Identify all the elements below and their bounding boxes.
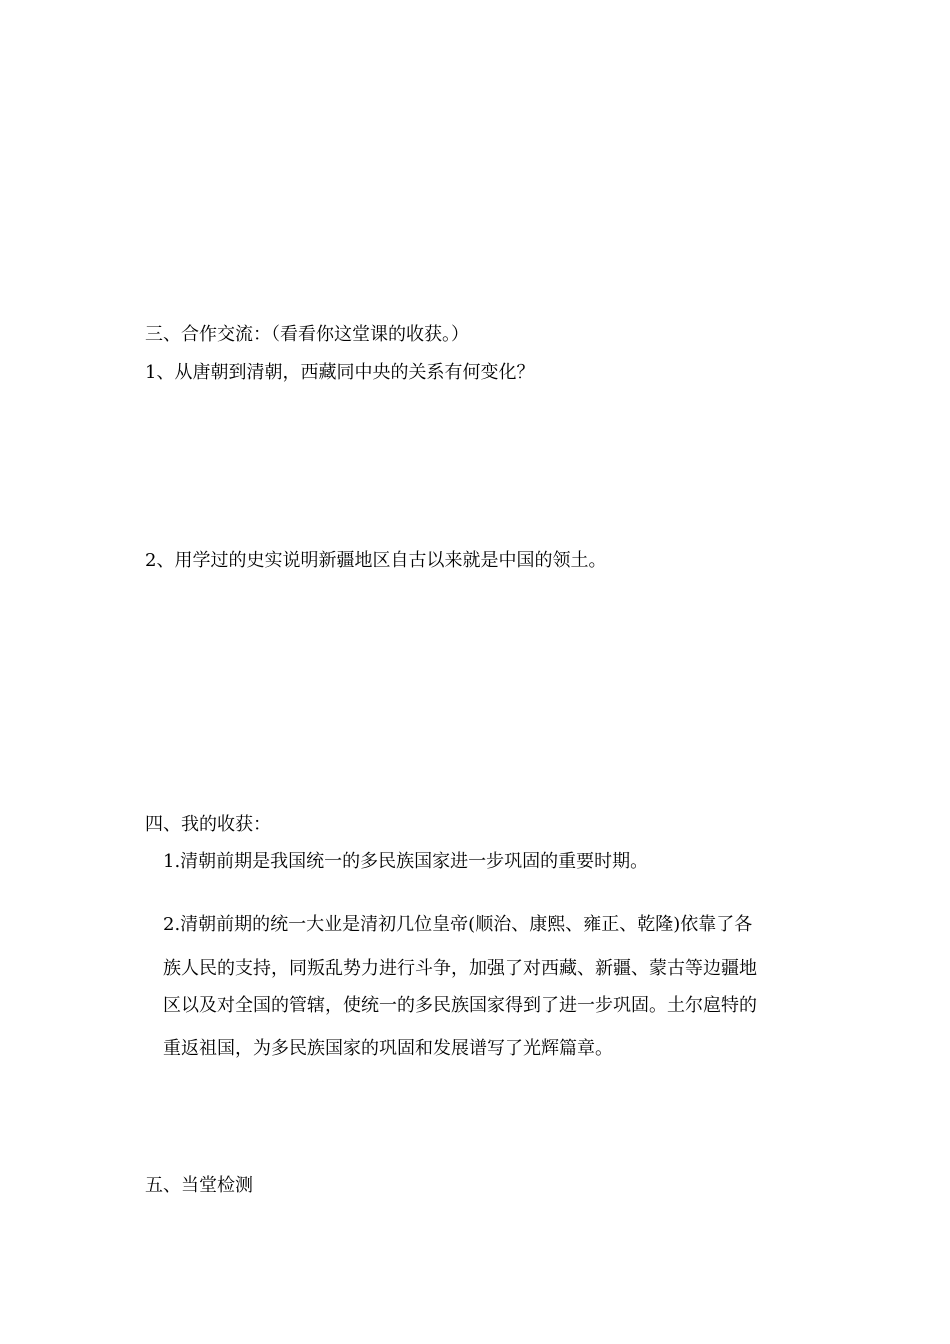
gain-point-2-line: 族人民的支持，同叛乱势力进行斗争，加强了对西藏、新疆、蒙古等边疆地 — [163, 958, 757, 979]
gain-point-1: 1.清朝前期是我国统一的多民族国家进一步巩固的重要时期。 — [163, 851, 649, 872]
section-3-heading: 三、合作交流：（看看你这堂课的收获。） — [145, 324, 469, 345]
question-2: 2、用学过的史实说明新疆地区自古以来就是中国的领土。 — [145, 550, 607, 571]
section-5-heading: 五、当堂检测 — [145, 1175, 253, 1196]
gain-point-2-line: 2.清朝前期的统一大业是清初几位皇帝(顺治、康熙、雍正、乾隆)依靠了各 — [163, 914, 753, 935]
question-1: 1、从唐朝到清朝，西藏同中央的关系有何变化？ — [145, 362, 535, 383]
gain-point-2-line: 重返祖国，为多民族国家的巩固和发展谱写了光辉篇章。 — [163, 1038, 613, 1059]
section-4-heading: 四、我的收获： — [145, 814, 271, 835]
gain-point-2-line: 区以及对全国的管辖，使统一的多民族国家得到了进一步巩固。土尔扈特的 — [163, 995, 757, 1016]
